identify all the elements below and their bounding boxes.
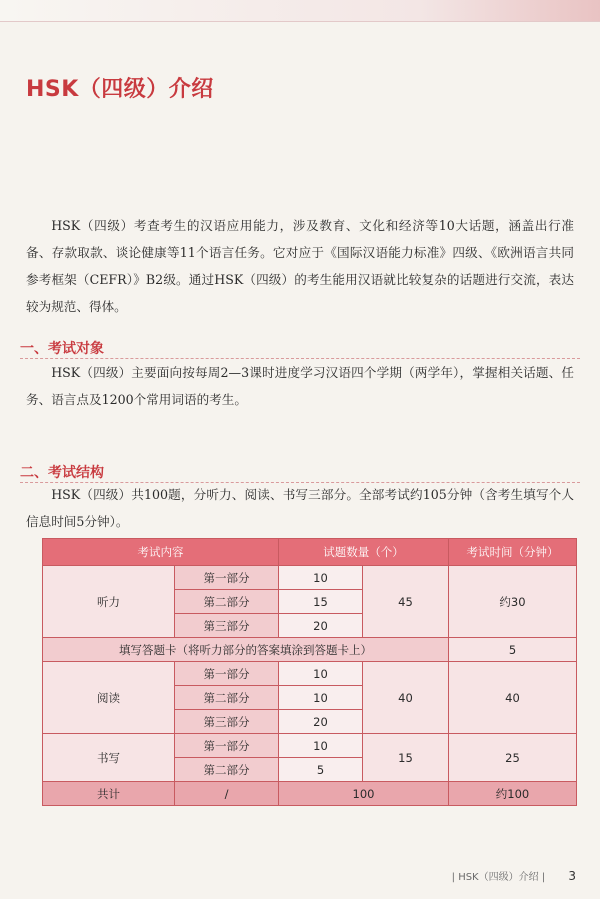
reading-total: 40	[363, 662, 449, 734]
part-label: 第三部分	[175, 710, 279, 734]
part-label: 第一部分	[175, 734, 279, 758]
listening-time: 约30	[449, 566, 577, 638]
table-row	[43, 566, 577, 590]
sum-total: 100	[279, 782, 449, 806]
table-header-row	[43, 539, 577, 566]
page-footer	[452, 868, 576, 883]
header-content: 考试内容	[43, 539, 279, 566]
page-title: HSK（四级）介绍	[26, 77, 214, 102]
reading-time: 40	[449, 662, 577, 734]
writing-total: 15	[363, 734, 449, 782]
part-count: 10	[279, 686, 363, 710]
table-row	[43, 734, 577, 758]
table-sum-row	[43, 782, 577, 806]
part-count: 10	[279, 662, 363, 686]
exam-structure-table	[42, 538, 577, 806]
section-heading-target: 一、考试对象	[20, 341, 104, 357]
structure-paragraph: HSK（四级）共100题，分听力、阅读、书写三部分。全部考试约105分钟（含考生填写个人信息时间5分钟）。	[26, 487, 574, 529]
top-decor-line	[0, 21, 600, 22]
intro-paragraph: HSK（四级）考查考生的汉语应用能力，涉及教育、文化和经济等10大话题，涵盖出行准备、存款取款、谈论健康等11个语言任务。它对应于《国际汉语能力标准》四级、《欧洲语言共同参考框架（CEFR）》B2级。通过HSK（四级）的考生能用汉语就比较复杂的话题进行交流，表达较为规范、得体。	[26, 218, 574, 314]
table-row	[43, 662, 577, 686]
part-label: 第三部分	[175, 614, 279, 638]
header-count: 试题数量（个）	[279, 539, 449, 566]
target-paragraph: HSK（四级）主要面向按每周2—3课时进度学习汉语四个学期（两学年），掌握相关话题、任务、语言点及1200个常用词语的考生。	[26, 365, 574, 407]
sum-slash: /	[175, 782, 279, 806]
top-decor-band	[0, 0, 600, 22]
part-label: 第一部分	[175, 662, 279, 686]
part-label: 第一部分	[175, 566, 279, 590]
part-count: 5	[279, 758, 363, 782]
section-reading: 阅读	[43, 662, 175, 734]
part-label: 第二部分	[175, 686, 279, 710]
footer-label: | HSK（四级）介绍 |	[451, 872, 546, 883]
section-writing: 书写	[43, 734, 175, 782]
section-listening: 听力	[43, 566, 175, 638]
table-row	[43, 638, 577, 662]
sum-time: 约100	[449, 782, 577, 806]
page-number: 3	[568, 869, 576, 883]
sum-label: 共计	[43, 782, 175, 806]
section-heading-structure: 二、考试结构	[20, 465, 104, 481]
part-count: 15	[279, 590, 363, 614]
fill-answer-card: 填写答题卡（将听力部分的答案填涂到答题卡上）	[43, 638, 449, 662]
part-count: 10	[279, 734, 363, 758]
listening-total: 45	[363, 566, 449, 638]
part-count: 20	[279, 614, 363, 638]
part-count: 20	[279, 710, 363, 734]
part-count: 10	[279, 566, 363, 590]
part-label: 第二部分	[175, 758, 279, 782]
header-time: 考试时间（分钟）	[449, 539, 577, 566]
fill-time: 5	[449, 638, 577, 662]
writing-time: 25	[449, 734, 577, 782]
part-label: 第二部分	[175, 590, 279, 614]
